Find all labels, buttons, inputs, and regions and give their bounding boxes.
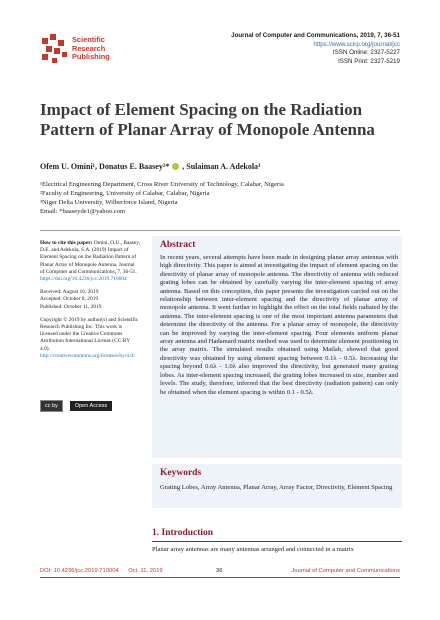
- abstract-text: In recent years, several attempts have been made in designing planar array antennas with high directivity. This paper is aimed at investigating the impact of element spacing on the directivity of planar array of monopole antenna. The directivity of antenna with reduced grating lobes can be obtained by carefully varying the inter-element spacing of array antenna. Based on this conception, this paper presents the investigation carried out on the relationship between inter-element spacing and the directivity of planar array of monopole antenna. It went further to highlight the effect on the total fields radiated by the antenna. The inter-element spacing is one of the most important antenna parameters that determine the directivity of the antenna. For a planar array of monopole, the directivity can be improved by varying the inter-element spacing. Four elements uniform planar array antenna and Hadamard matrix method was used to determine element positioning in the array matrix. The simulated results obtained using Matlab, showed that good directivity was obtained by using element spacing between 0.1λ - 0.5λ. Increasing the spacing beyond 0.6λ - 1.0λ also improved the directivity, but generated many grating lobes. As inter-element spacing increased, the grating lobes increased in size, number and levels. The study, therefore, inferred that the best directivity (radiation pattern) can only be obtained when the element spacing is within 0.1 - 0.5λ.: [160, 254, 398, 396]
- issn-print: ISSN Print: 2327-5219: [338, 57, 400, 65]
- license-link[interactable]: http://creativecommons.org/licenses/by/4.0/: [40, 352, 135, 359]
- author-list: [40, 162, 260, 171]
- received-date: Received: August 16, 2019: [40, 289, 99, 296]
- page-number: 36: [216, 568, 223, 574]
- footer-date: Oct. 11, 2019: [128, 568, 163, 574]
- published-date: Published: October 11, 2019: [40, 303, 102, 310]
- intro-divider: [152, 541, 402, 542]
- journal-url-link[interactable]: https://www.scirp.org/journal/jcc: [313, 40, 400, 48]
- authors-part-2: , Sulaiman A. Adekola³: [182, 162, 261, 171]
- cite-label: How to cite this paper:: [40, 240, 93, 246]
- affiliation-2: ²Faculty of Engineering, University of Calabar, Calabar, Nigeria: [40, 190, 210, 197]
- authors-part-1: Ofem U. Omini¹, Donatus E. Baasey²*: [40, 162, 170, 171]
- journal-citation: Journal of Computer and Communications, 2019, 7, 36-51: [231, 32, 400, 39]
- dates-block: [40, 289, 140, 311]
- publisher-line-1: Scientific: [72, 35, 105, 44]
- license-badges: [40, 394, 112, 412]
- copyright-text: Copyright © 2019 by author(s) and Scientific Research Publishing Inc. This work is licensed under the Creative Commons Attribution International License (CC BY 4.0).: [40, 316, 139, 352]
- abstract-heading: Abstract: [160, 240, 196, 250]
- journal-info: [231, 32, 400, 66]
- affiliation-1: ¹Electrical Engineering Department, Cross River University of Technology, Calabar, Nigeria: [40, 181, 284, 188]
- publisher-line-3: Publishing: [72, 52, 110, 62]
- cc-by-badge-icon[interactable]: cc by: [40, 400, 63, 412]
- author-email: Email: *baaseyde1@yahoo.com: [40, 208, 126, 215]
- footer-divider: [40, 577, 400, 578]
- publisher-name: [72, 36, 110, 62]
- publisher-line-2: Research: [72, 43, 106, 53]
- affiliation-3: ³Niger Delta University, Wilberforce Island, Nigeria: [40, 199, 178, 206]
- citation-block: [40, 240, 140, 283]
- open-access-badge[interactable]: Open Access: [70, 401, 112, 411]
- footer-journal: Journal of Computer and Communications: [291, 568, 400, 574]
- footer-doi[interactable]: DOI: 10.4236/jcc.2019.710004: [40, 568, 119, 574]
- issn-online: ISSN Online: 2327-5227: [332, 49, 400, 57]
- section-divider: [40, 230, 400, 231]
- affiliations: [40, 180, 284, 216]
- introduction-heading: 1. Introduction: [152, 528, 214, 538]
- orcid-icon[interactable]: [172, 163, 179, 170]
- keywords-text: Grating Lobes, Array Antenna, Planar Array, Array Factor, Directivity, Element Spacing: [160, 484, 393, 491]
- copyright-block: [40, 317, 140, 360]
- introduction-text: Planar array antennas are many antennas arranged and connected in a matrix: [152, 546, 354, 553]
- cite-text: Omini, O.U., Baasey, D.E. and Adekola, S.A. (2019) Impact of Element Spacing on the Radiation Pattern of Planar Array of Monopole Antenna. Journal of Computer and Communications, 7, 36-51.: [40, 240, 140, 275]
- doi-link[interactable]: https://doi.org/10.4236/jcc.2019.710004: [40, 276, 127, 283]
- article-sidebar: [40, 240, 140, 366]
- accepted-date: Accepted: October 8, 2019: [40, 296, 99, 303]
- footer-doi-date: [40, 568, 163, 574]
- paper-title: Impact of Element Spacing on the Radiation Pattern of Planar Array of Monopole Antenna: [40, 100, 375, 139]
- keywords-heading: Keywords: [160, 468, 202, 478]
